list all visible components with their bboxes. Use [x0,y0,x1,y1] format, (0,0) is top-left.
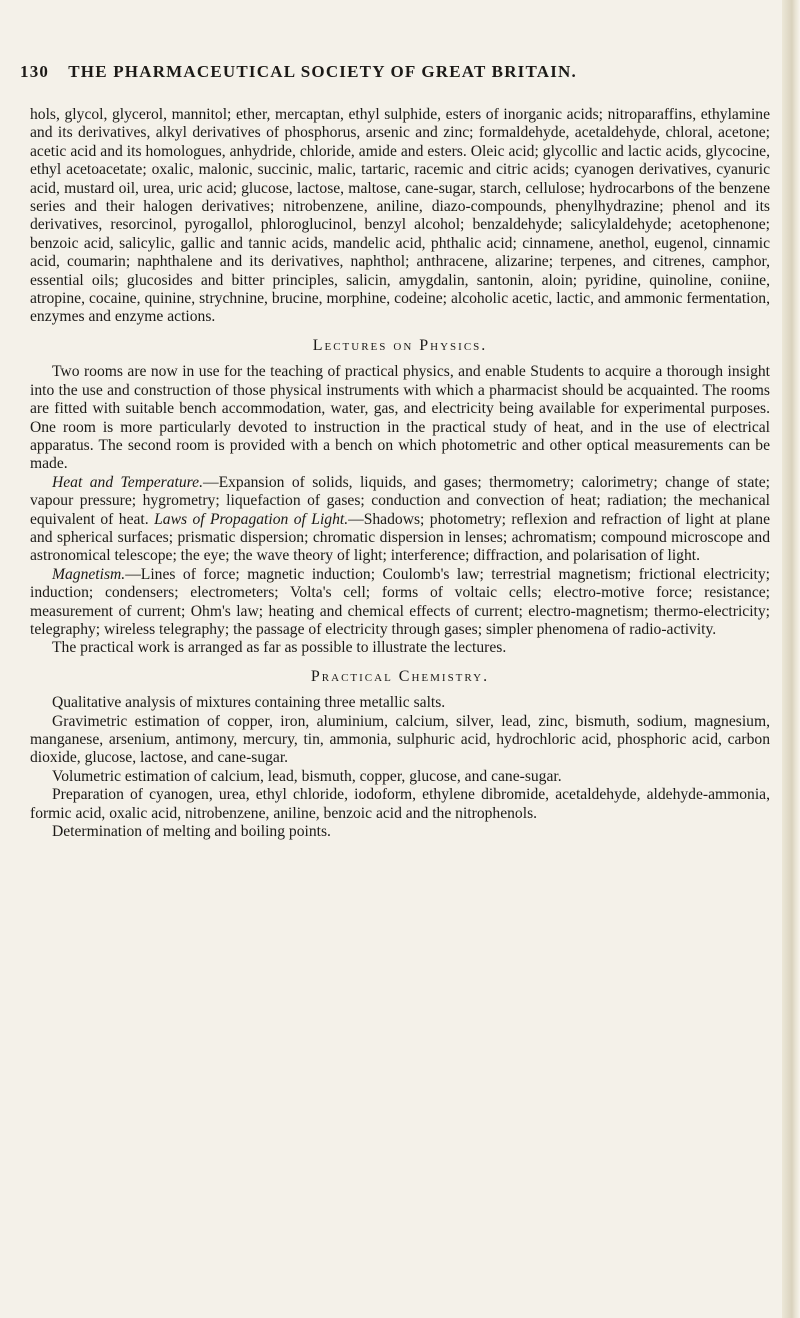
light-label: Laws of Propagation of Light. [154,510,349,528]
qualitative-analysis-paragraph: Qualitative analysis of mixtures containing three metallic salts. [52,694,446,712]
page-body [30,106,770,841]
heat-label: Heat and Temperature. [52,473,203,491]
preparation-paragraph: Preparation of cyanogen, urea, ethyl chloride, iodoform, ethylene dibromide, acetaldehyde, aldehyde-ammonia, formic acid, oxalic acid, nitrobenzene, aniline, benzoic acid and the nitrophenols. [30,786,770,822]
chemistry-heading: Practical Chemistry. [310,667,490,685]
magnetism-text: —Lines of force; magnetic induction; Coulomb's law; terrestrial magnetism; frictional electricity; induction; condensers; electrometers; Volta's cell; forms of voltaic cells; electro-motive force; resistance; measurement of current; Ohm's law; heating and chemical effects of current; electro-magnetism; thermo-electricity; telegraphy; wireless telegraphy; the passage of electricity through gases; simpler phenomena of radio-activity. [30,565,770,638]
physics-closing-paragraph: The practical work is arranged as far as possible to illustrate the lectures. [52,639,507,657]
physics-heading: Lectures on Physics. [312,336,488,354]
magnetism-paragraph [30,566,770,640]
page-number: 130 [20,62,50,81]
magnetism-label: Magnetism. [52,565,126,583]
physics-intro-paragraph: Two rooms are now in use for the teaching of practical physics, and enable Students to acquire a thorough insight into the use and construction of those physical instruments with which a pharmacist should be acquainted. The rooms are fitted with suitable bench accommodation, water, gas, and electricity being available for experimental purposes. One room is more particularly devoted to instruction in the practical study of heat, and in the use of electrical apparatus. The second room is provided with a bench on which photometric and other optical measurements can be made. [30,363,770,473]
running-header [20,62,750,82]
light-text: —Shadows; photometry; reflexion and refraction of light at plane and spherical surfaces; prismatic dispersion; chromatic dispersion in lenses; achromatism; compound microscope and astronomical telescope; the eye; the wave theory of light; interference; diffraction, and polarisation of light. [30,510,770,565]
melting-points-paragraph: Determination of melting and boiling points. [52,823,331,841]
gravimetric-paragraph: Gravimetric estimation of copper, iron, aluminium, calcium, silver, lead, zinc, bismuth, sodium, magnesium, manganese, arsenium, antimony, mercury, tin, ammonia, sulphuric acid, hydrochloric acid, phosphoric acid, carbon dioxide, glucose, lactose, and cane-sugar. [30,712,770,767]
page-edge-shadow [782,0,800,1318]
volumetric-paragraph: Volumetric estimation of calcium, lead, bismuth, copper, glucose, and cane-sugar. [52,767,562,785]
organic-syllabus-paragraph: hols, glycol, glycerol, mannitol; ether, mercaptan, ethyl sulphide, esters of inorganic acids; nitroparaffins, ethylamine and its derivatives, alkyl derivatives of phosphorus, arsenic and zinc; formaldehyde, acetaldehyde, chloral, acetone; acetic acid and its homologues, anhydride, chloride, amide and esters. Oleic acid; glycollic and lactic acids, glycocine, ethyl acetoacetate; oxalic, malonic, succinic, malic, tartaric, racemic and citric acids; cyanogen derivatives, cyanuric acid, mustard oil, urea, uric acid; glucose, lactose, maltose, cane-sugar, starch, cellulose; hydrocarbons of the benzene series and their halogen derivatives; nitrobenzene, aniline, diazo-compounds, phenylhydrazine; phenol and its derivatives, resorcinol, pyrogallol, phloroglucinol, benzyl alcohol; benzaldehyde; salicylaldehyde; acetophenone; benzoic acid, salicylic, gallic and tannic acids, mandelic acid, phthalic acid; cinnamene, anethol, eugenol, cinnamic acid, coumarin; naphthalene and its derivatives, naphthol; anthracene, alizarine; terpenes, and citrenes, camphor, essential oils; glucosides and bitter principles, salicin, amygdalin, santonin, aloin; pyridine, quinoline, coniine, atropine, cocaine, quinine, strychnine, brucine, morphine, codeine; alcoholic acetic, lactic, and ammonic fermentation, enzymes and enzyme actions. [30,106,770,326]
heat-paragraph [30,474,770,566]
heat-text: —Expansion of solids, liquids, and gases; thermometry; calorimetry; change of state; vapour pressure; hygrometry; liquefaction of gases; conduction and convection of heat; radiation; the mechanical equivalent of heat. [30,473,770,528]
running-title: THE PHARMACEUTICAL SOCIETY OF GREAT BRITAIN. [68,62,577,81]
